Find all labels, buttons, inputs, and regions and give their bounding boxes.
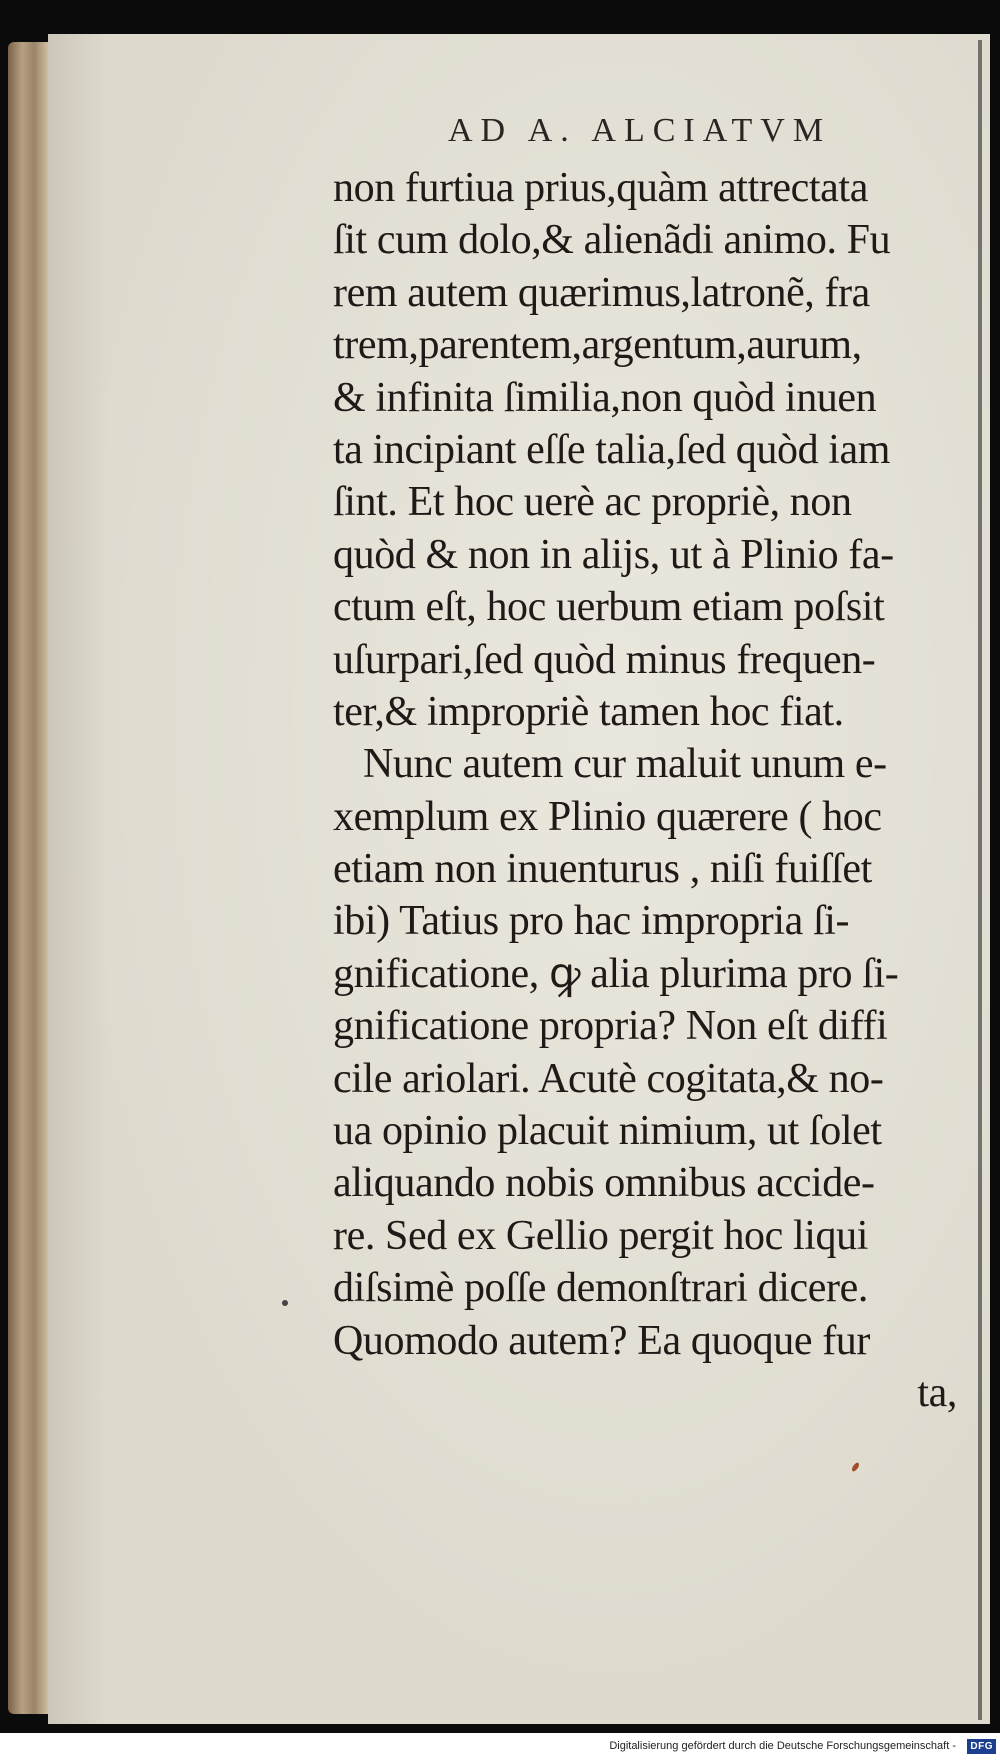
- running-head: AD A. ALCIATVM: [448, 112, 832, 149]
- text-line: non furtiua prius,quàm attrectata: [333, 165, 868, 211]
- text-line: rem autem quærimus,latronẽ, fra: [333, 269, 870, 316]
- text-line: ta incipiant eſſe talia,ſed quòd iam: [333, 426, 891, 473]
- text-line: ctum eſt, hoc uerbum etiam poſsit: [333, 584, 885, 631]
- text-line: ibi) Tatius pro hac impropria ſi-: [333, 898, 850, 945]
- text-line: ſint. Et hoc uerè ac propriè, non: [333, 479, 852, 526]
- footer-bar: [0, 1733, 1000, 1763]
- text-line: & infinita ſimilia,non quòd inuen: [333, 374, 877, 421]
- text-line: quòd & non in alijs, ut à Plinio fa-: [333, 531, 894, 578]
- catchword: ta,: [917, 1369, 957, 1416]
- body-text: [333, 162, 973, 1419]
- text-line: re. Sed ex Gellio pergit hoc liqui: [333, 1212, 869, 1259]
- gutter-shadow: [978, 40, 982, 1720]
- dfg-logo: DFG: [967, 1739, 996, 1754]
- text-line: trem,parentem,argentum,aurum,: [333, 322, 862, 369]
- text-line: Nunc autem cur maluit unum e-: [363, 741, 887, 788]
- text-line: etiam non inuenturus , niſi fuiſſet: [333, 846, 872, 893]
- text-line: gnificatione, ꝙ alia plurima pro ſi-: [333, 950, 899, 997]
- margin-dot: [282, 1300, 288, 1306]
- text-line: Quomodo autem? Ea quoque fur: [333, 1317, 870, 1364]
- digitization-credit: Digitalisierung gefördert durch die Deutsche Forschungsgemeinschaft -: [609, 1740, 956, 1752]
- text-line: xemplum ex Plinio quærere ( hoc: [333, 793, 882, 840]
- text-line: ſit cum dolo,& alienãdi animo. Fu: [333, 217, 891, 264]
- text-line: cile ariolari. Acutè cogitata,& no-: [333, 1055, 884, 1102]
- text-line: aliquando nobis omnibus accide-: [333, 1160, 875, 1207]
- text-line: ua opinio placuit nimium, ut ſolet: [333, 1108, 882, 1155]
- text-line: diſsimè poſſe demonſtrari dicere.: [333, 1265, 868, 1312]
- text-line: uſurpari,ſed quòd minus frequen-: [333, 636, 876, 683]
- text-line: ter,& impropriè tamen hoc fiat.: [333, 688, 844, 735]
- text-line: gnificatione propria? Non eſt diffi: [333, 1003, 888, 1050]
